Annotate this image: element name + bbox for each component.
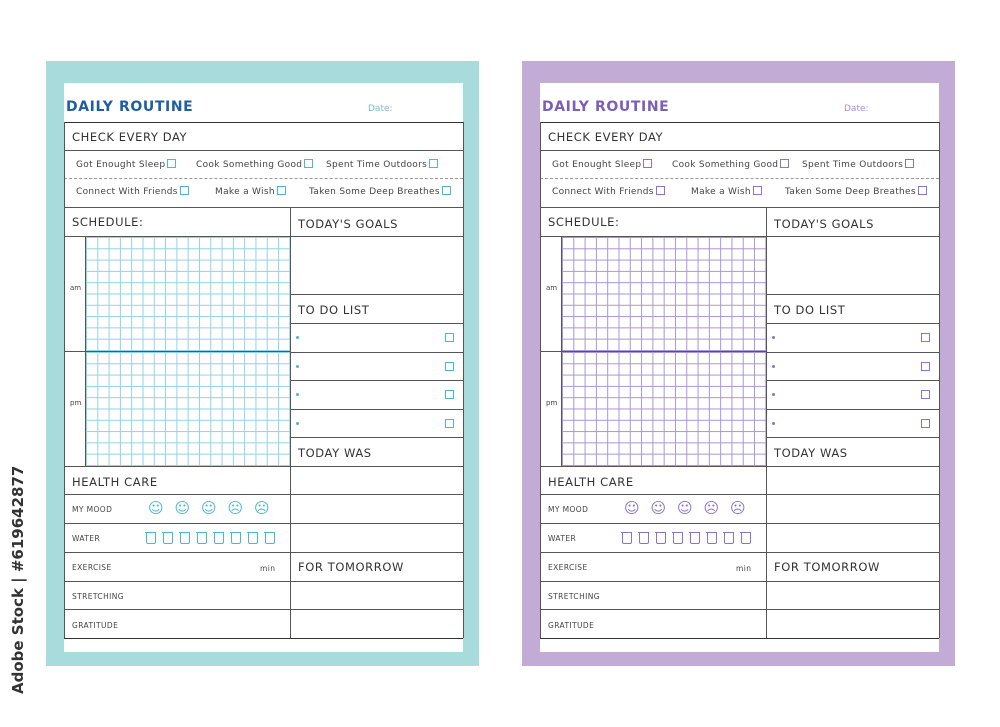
exercise-unit: min (736, 564, 752, 573)
bullet-icon (296, 336, 299, 339)
checkbox-icon[interactable] (445, 419, 454, 428)
todo-item[interactable] (290, 352, 463, 380)
water-cup-icon[interactable] (231, 532, 241, 544)
am-label: am (70, 284, 82, 292)
check-item[interactable]: Spent Time Outdoors (802, 159, 914, 170)
bullet-icon (772, 365, 775, 368)
todo-item[interactable] (766, 323, 939, 351)
todays-goals-area[interactable] (767, 237, 939, 294)
happy-face-icon[interactable]: ☺ (174, 499, 191, 517)
water-cup-icon[interactable] (146, 532, 156, 544)
water-cup-icon[interactable] (724, 532, 734, 544)
water-cup-icon[interactable] (741, 532, 751, 544)
check-item[interactable]: Got Enought Sleep (76, 159, 176, 170)
pm-label: pm (70, 399, 82, 407)
checkbox-icon[interactable] (921, 333, 930, 342)
stretching-label: STRETCHING (72, 592, 124, 601)
checkbox-icon (918, 186, 927, 195)
todays-goals-heading: TODAY'S GOALS (774, 217, 874, 231)
bullet-icon (296, 365, 299, 368)
very-sad-face-icon[interactable]: ☹ (254, 499, 270, 517)
checkbox-icon (780, 159, 789, 168)
water-label: WATER (548, 534, 577, 543)
check-item[interactable]: Connect With Friends (76, 186, 189, 197)
very-happy-face-icon[interactable]: ☺ (624, 499, 640, 517)
todo-item[interactable] (766, 409, 939, 437)
very-happy-face-icon[interactable]: ☺ (148, 499, 164, 517)
checkbox-icon[interactable] (445, 390, 454, 399)
planner-title: DAILY ROUTINE (542, 99, 670, 115)
planner-title: DAILY ROUTINE (66, 99, 194, 115)
checkbox-icon (656, 186, 665, 195)
water-cup-icon[interactable] (248, 532, 258, 544)
schedule-grid-am[interactable] (562, 237, 766, 351)
exercise-label: EXERCISE (548, 563, 588, 572)
planner-sheet-teal (46, 61, 479, 666)
bullet-icon (296, 393, 299, 396)
checkbox-icon (643, 159, 652, 168)
health-care-heading: HEALTH CARE (548, 475, 634, 489)
checkbox-icon (277, 186, 286, 195)
checkbox-icon[interactable] (445, 362, 454, 371)
schedule-grid-am[interactable] (86, 237, 290, 351)
check-item[interactable]: Make a Wish (215, 186, 286, 197)
checkbox-icon[interactable] (921, 419, 930, 428)
for-tomorrow-heading: FOR TOMORROW (298, 560, 404, 574)
schedule-heading: SCHEDULE: (548, 215, 620, 229)
todo-item[interactable] (766, 380, 939, 408)
water-cup-icon[interactable] (673, 532, 683, 544)
check-item[interactable]: Connect With Friends (552, 186, 665, 197)
todo-item[interactable] (290, 409, 463, 437)
check-item[interactable]: Taken Some Deep Breathes (309, 186, 451, 197)
water-cup-icon[interactable] (163, 532, 173, 544)
today-was-heading: TODAY WAS (774, 446, 848, 460)
water-cup-icon[interactable] (180, 532, 190, 544)
check-item[interactable]: Make a Wish (691, 186, 762, 197)
stock-id-watermark (8, 465, 30, 695)
check-every-day-heading: CHECK EVERY DAY (72, 130, 188, 144)
bullet-icon (772, 422, 775, 425)
check-every-day-heading: CHECK EVERY DAY (548, 130, 664, 144)
water-cup-icon[interactable] (622, 532, 632, 544)
checkbox-icon (180, 186, 189, 195)
todays-goals-area[interactable] (291, 237, 463, 294)
checkbox-icon[interactable] (921, 362, 930, 371)
pm-label: pm (546, 399, 558, 407)
checkbox-icon (442, 186, 451, 195)
stock-id-text: Adobe Stock | #619642877 (9, 465, 27, 694)
bullet-icon (772, 393, 775, 396)
date-label[interactable]: Date: (368, 104, 393, 114)
checkbox-icon (905, 159, 914, 168)
today-was-heading: TODAY WAS (298, 446, 372, 460)
bullet-icon (296, 422, 299, 425)
water-cup-icon[interactable] (197, 532, 207, 544)
todays-goals-heading: TODAY'S GOALS (298, 217, 398, 231)
water-cup-icon[interactable] (639, 532, 649, 544)
my-mood-label: MY MOOD (548, 505, 589, 514)
neutral-face-icon[interactable]: ☺ (677, 499, 693, 517)
check-item[interactable]: Spent Time Outdoors (326, 159, 438, 170)
water-cup-icon[interactable] (707, 532, 717, 544)
planner-paper (64, 83, 463, 652)
checkbox-icon (753, 186, 762, 195)
todo-item[interactable] (290, 323, 463, 351)
checkbox-icon[interactable] (921, 390, 930, 399)
neutral-face-icon[interactable]: ☺ (201, 499, 217, 517)
exercise-label: EXERCISE (72, 563, 112, 572)
checkbox-icon (304, 159, 313, 168)
check-item[interactable]: Cook Something Good (672, 159, 789, 170)
todo-item[interactable] (290, 380, 463, 408)
check-item[interactable]: Cook Something Good (196, 159, 313, 170)
am-label: am (546, 284, 558, 292)
water-label: WATER (72, 534, 101, 543)
schedule-grid-pm[interactable] (86, 352, 290, 466)
very-sad-face-icon[interactable]: ☹ (730, 499, 746, 517)
checkbox-icon (167, 159, 176, 168)
check-item[interactable]: Got Enought Sleep (552, 159, 652, 170)
water-cup-icon[interactable] (265, 532, 275, 544)
happy-face-icon[interactable]: ☺ (650, 499, 667, 517)
for-tomorrow-heading: FOR TOMORROW (774, 560, 880, 574)
health-care-heading: HEALTH CARE (72, 475, 158, 489)
schedule-grid-pm[interactable] (562, 352, 766, 466)
stretching-label: STRETCHING (548, 592, 600, 601)
date-label[interactable]: Date: (844, 104, 869, 114)
water-cup-icon[interactable] (656, 532, 666, 544)
sad-face-icon[interactable]: ☹ (703, 499, 720, 517)
water-cup-icon[interactable] (214, 532, 224, 544)
todo-list-heading: TO DO LIST (774, 303, 846, 317)
sad-face-icon[interactable]: ☹ (227, 499, 244, 517)
check-item[interactable]: Taken Some Deep Breathes (785, 186, 927, 197)
planner-paper (540, 83, 939, 652)
todo-list-heading: TO DO LIST (298, 303, 370, 317)
bullet-icon (772, 336, 775, 339)
checkbox-icon[interactable] (445, 333, 454, 342)
my-mood-label: MY MOOD (72, 505, 113, 514)
checkbox-icon (429, 159, 438, 168)
planner-sheet-lavender (522, 61, 955, 666)
schedule-heading: SCHEDULE: (72, 215, 144, 229)
todo-item[interactable] (766, 352, 939, 380)
water-cup-icon[interactable] (690, 532, 700, 544)
exercise-unit: min (260, 564, 276, 573)
gratitude-label: GRATITUDE (72, 621, 119, 630)
gratitude-label: GRATITUDE (548, 621, 595, 630)
